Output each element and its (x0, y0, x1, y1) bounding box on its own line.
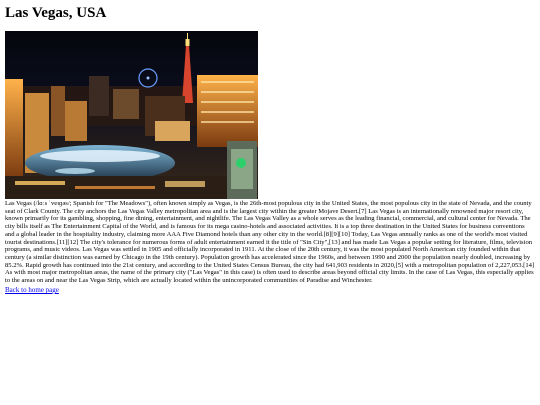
article-text: Las Vegas (/lɑːs ˈveɪɡəs/; Spanish for "The Meadows"), often known simply as Vegas, is the 26th-most populous city in the United States, the most populous city in the state of Nevada, and the county seat of Clark County. The city anchors the Las Vegas Valley metropolitan area and is the largest city within the greater Mojave Desert.[7] Las Vegas is an internationally renowned major resort city, known primarily for its gambling, shopping, fine dining, entertainment, and nightlife. The Las Vegas Valley as a whole serves as the leading financial, commercial, and cultural center for Nevada. The city bills itself as The Entertainment Capital of the World, and is famous for its mega casino-hotels and associated activities. It is a top three destination in the United States for business conventions and a global leader in the hospitality industry, claiming more AAA Five Diamond hotels than any other city in the world.[8][9][10] Today, Las Vegas annually ranks as one of the world's most visited tourist destinations.[11][12] The city's tolerance for numerous forms of adult entertainment earned it the title of "Sin City",[13] and has made Las Vegas a popular setting for literature, films, television programs, and music videos. Las Vegas was settled in 1905 and officially incorporated in 1911. At the close of the 20th century, it was the most populated North American city founded within that century (a similar distinction was earned by Chicago in the 19th century). Population growth has accelerated since the 1960s, and between 1990 and 2000 the population nearly doubled, increasing by 85.2%. Rapid growth has continued into the 21st century, and according to the United States Census Bureau, the city had 641,903 residents in 2020,[5] with a metropolitan population of 2,227,053.[14] As with most major metropolitan areas, the name of the primary city ("Las Vegas" in this case) is often used to describe areas beyond official city limits. In the case of Las Vegas, this especially applies to the areas on and near the Las Vegas Strip, which are actually located within the unincorporated communities of Paradise and Winchester. (5, 200, 535, 285)
back-to-home-link[interactable]: Back to home page (5, 286, 59, 294)
page-title: Las Vegas, USA (5, 5, 107, 21)
las-vegas-photo (5, 31, 258, 199)
